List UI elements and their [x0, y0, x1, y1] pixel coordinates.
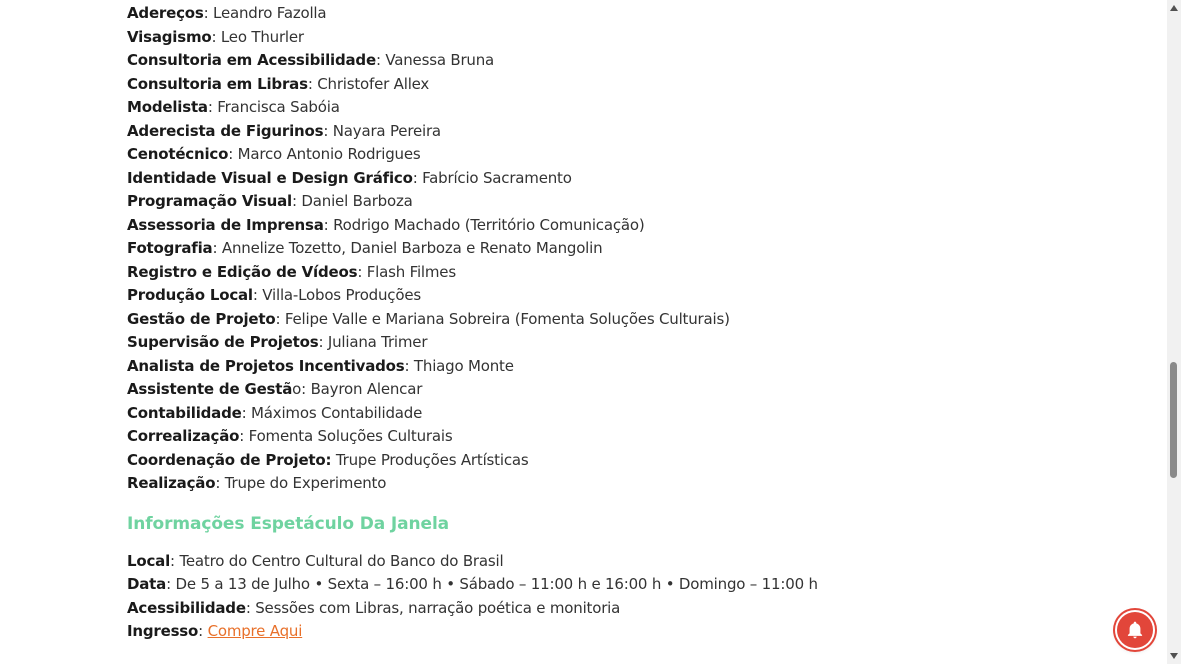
credit-line	[127, 2, 1157, 26]
credit-name: : Francisca Sabóia	[207, 98, 340, 116]
credit-name: : Daniel Barboza	[292, 192, 413, 210]
credit-line	[127, 96, 1157, 120]
credit-role: Visagismo	[127, 27, 212, 46]
credit-line	[127, 449, 1157, 473]
scroll-up-arrow-icon[interactable]	[1170, 5, 1178, 11]
credit-line	[127, 120, 1157, 144]
credit-name: : Máximos Contabilidade	[241, 403, 423, 422]
credit-line	[127, 378, 1157, 402]
buy-tickets-link[interactable]: Compre Aqui	[207, 622, 303, 640]
credit-line	[127, 167, 1157, 191]
credit-line	[127, 472, 1157, 496]
credit-name: o: Bayron Alencar	[292, 380, 423, 398]
credit-line	[127, 284, 1157, 308]
credit-role: Adereços	[127, 4, 204, 22]
credit-name: : Felipe Valle e Mariana Sobreira (Fomenta Soluções Culturais)	[275, 309, 730, 328]
credit-role: Fotografia	[127, 239, 213, 257]
credit-name: Trupe Produções Artísticas	[331, 450, 529, 469]
info-value: : Teatro do Centro Cultural do Banco do Brasil	[170, 551, 504, 570]
ticket-line	[127, 620, 1157, 644]
credit-line	[127, 331, 1157, 355]
info-line	[127, 573, 1157, 597]
info-section-title: Informações Espetáculo Da Janela	[127, 513, 450, 534]
credit-name: : Fabrício Sacramento	[412, 168, 572, 187]
credit-role: Registro e Edição de Vídeos	[127, 262, 358, 281]
credit-role: Consultoria em Acessibilidade	[127, 51, 376, 69]
credit-name: : Annelize Tozetto, Daniel Barboza e Renato Mangolin	[212, 239, 603, 257]
credit-role: Realização	[127, 474, 216, 492]
credit-role: Assessoria de Imprensa	[127, 215, 324, 234]
credit-role: Consultoria em Libras	[127, 74, 308, 93]
info-value: : De 5 a 13 de Julho • Sexta – 16:00 h • Sábado – 11:00 h e 16:00 h • Domingo – 11:00 h	[166, 575, 818, 593]
credit-name: : Vanessa Bruna	[375, 51, 495, 69]
credit-role: Supervisão de Projetos	[127, 333, 319, 351]
credit-name: : Fomenta Soluções Culturais	[239, 427, 453, 445]
credit-name: : Leandro Fazolla	[203, 4, 327, 22]
credit-role: Correalização	[127, 427, 240, 445]
credit-line	[127, 26, 1157, 50]
credit-line	[127, 402, 1157, 426]
credit-name: : Marco Antonio Rodrigues	[228, 145, 421, 163]
credit-line	[127, 308, 1157, 332]
credit-name: : Thiago Monte	[404, 356, 514, 375]
info-value: : Sessões com Libras, narração poética e monitoria	[245, 598, 621, 617]
info-label: Local	[127, 551, 171, 570]
credit-role: Coordenação de Projeto:	[127, 450, 332, 469]
page-scrollbar[interactable]	[1167, 0, 1181, 664]
credit-name: : Flash Filmes	[357, 262, 456, 281]
ticket-label: Ingresso	[127, 622, 199, 640]
info-line	[127, 550, 1157, 574]
credit-name: : Juliana Trimer	[318, 333, 428, 351]
credit-role: Analista de Projetos Incentivados	[127, 356, 405, 375]
credit-name: : Leo Thurler	[211, 27, 304, 46]
credit-role: Modelista	[127, 98, 208, 116]
info-list	[127, 550, 1157, 621]
credit-line	[127, 425, 1157, 449]
scroll-down-arrow-icon[interactable]	[1170, 653, 1178, 659]
bell-icon	[1125, 620, 1145, 640]
info-label: Acessibilidade	[127, 598, 246, 617]
main-content	[127, 2, 1157, 644]
credit-name: : Nayara Pereira	[323, 121, 441, 140]
credit-line	[127, 355, 1157, 379]
credit-role: Cenotécnico	[127, 145, 229, 163]
credit-name: : Christofer Allex	[307, 74, 430, 93]
credit-role: Identidade Visual e Design Gráfico	[127, 168, 413, 187]
info-label: Data	[127, 575, 167, 593]
credit-role: Assistente de Gestã	[127, 380, 293, 398]
info-line	[127, 597, 1157, 621]
credit-role: Contabilidade	[127, 403, 242, 422]
credit-name: : Villa-Lobos Produções	[252, 286, 421, 304]
scrollbar-thumb[interactable]	[1170, 362, 1177, 478]
ticket-separator: :	[198, 622, 208, 640]
credit-role: Produção Local	[127, 286, 253, 304]
credit-role: Gestão de Projeto	[127, 309, 276, 328]
credit-name: : Rodrigo Machado (Território Comunicação)	[323, 215, 645, 234]
credit-line	[127, 214, 1157, 238]
credit-line	[127, 49, 1157, 73]
credit-line	[127, 143, 1157, 167]
notification-bell-button[interactable]	[1117, 612, 1153, 648]
credit-line	[127, 190, 1157, 214]
credit-name: : Trupe do Experimento	[215, 474, 387, 492]
credits-list	[127, 2, 1157, 496]
credit-line	[127, 237, 1157, 261]
credit-role: Aderecista de Figurinos	[127, 121, 324, 140]
credit-line	[127, 261, 1157, 285]
credit-role: Programação Visual	[127, 192, 293, 210]
credit-line	[127, 73, 1157, 97]
